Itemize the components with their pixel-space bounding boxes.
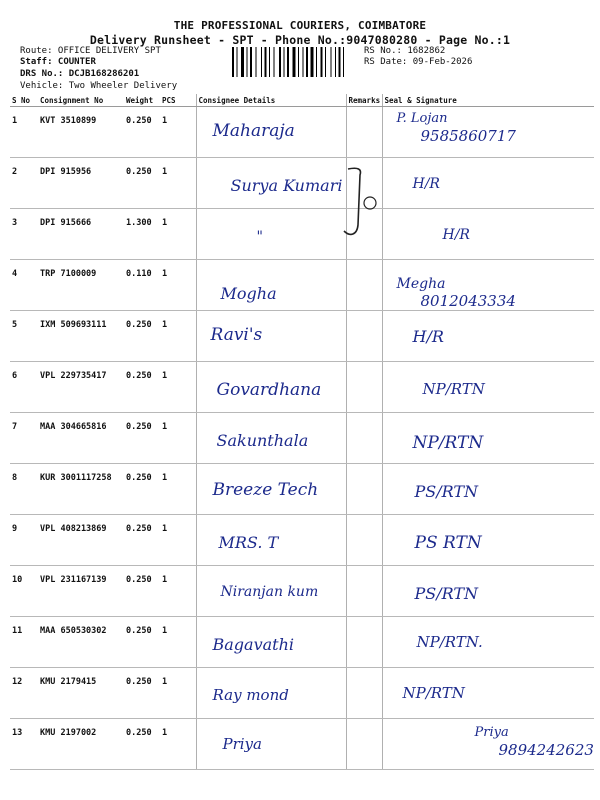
consignee-handwriting: Ravi's: [210, 325, 263, 345]
cell-signature: [382, 209, 594, 260]
cell-weight: 0.250: [124, 719, 160, 770]
rs-date: RS Date: 09-Feb-2026: [364, 57, 473, 67]
consignee-handwriting: MRS. T: [218, 533, 279, 552]
cell-remarks: [346, 719, 382, 770]
cell-signature: [382, 362, 594, 413]
consignee-handwriting: Govardhana: [216, 380, 322, 400]
cell-pcs: 1: [160, 260, 196, 311]
consignee-handwriting: Sakunthala: [216, 431, 309, 450]
cell-consignment: KVT 3510899: [38, 107, 124, 158]
cell-pcs: 1: [160, 719, 196, 770]
signature-handwriting: Megha: [396, 276, 446, 292]
table-row: [10, 617, 594, 668]
cell-weight: 0.110: [124, 260, 160, 311]
table-row: [10, 209, 594, 260]
signature-handwriting: NP/RTN.: [416, 633, 483, 651]
cell-consignee: [196, 362, 346, 413]
cell-remarks: [346, 107, 382, 158]
col-consignee: Consignee Details: [196, 94, 346, 107]
signature-handwriting: NP/RTN: [422, 380, 485, 398]
cell-signature: [382, 566, 594, 617]
cell-consignee: [196, 668, 346, 719]
consignee-handwriting: Maharaja: [212, 121, 295, 141]
col-signature: Seal & Signature: [382, 94, 594, 107]
cell-consignment: MAA 650530302: [38, 617, 124, 668]
cell-consignment: DPI 915666: [38, 209, 124, 260]
cell-signature: [382, 413, 594, 464]
runsheet-title: Delivery Runsheet - SPT - Phone No.:9047080280 - Page No.:1: [89, 33, 511, 47]
col-weight: Weight: [124, 94, 160, 107]
cell-consignee: [196, 158, 346, 209]
cell-weight: 0.250: [124, 107, 160, 158]
cell-signature: [382, 260, 594, 311]
signature-handwriting: P. Lojan: [396, 111, 448, 126]
cell-remarks: [346, 617, 382, 668]
cell-consignment: KMU 2179415: [38, 668, 124, 719]
barcode-icon: [232, 47, 360, 77]
cell-sno: 3: [10, 209, 38, 260]
table-row: [10, 107, 594, 158]
cell-pcs: 1: [160, 158, 196, 209]
cell-weight: 0.250: [124, 311, 160, 362]
cell-remarks: [346, 362, 382, 413]
cell-sno: 2: [10, 158, 38, 209]
cell-pcs: 1: [160, 668, 196, 719]
cell-consignment: VPL 408213869: [38, 515, 124, 566]
table-header-row: [10, 94, 594, 107]
table-row: [10, 311, 594, 362]
table-row: [10, 158, 594, 209]
cell-sno: 9: [10, 515, 38, 566]
cell-pcs: 1: [160, 413, 196, 464]
consignee-handwriting: Niranjan kum: [220, 584, 319, 600]
cell-sno: 5: [10, 311, 38, 362]
consignee-handwriting: Breeze Tech: [212, 480, 319, 500]
cell-remarks: [346, 668, 382, 719]
table-row: [10, 515, 594, 566]
signature-handwriting: NP/RTN: [412, 433, 484, 453]
cell-remarks: [346, 515, 382, 566]
cell-consignee: [196, 566, 346, 617]
cell-consignee: [196, 413, 346, 464]
cell-weight: 0.250: [124, 464, 160, 515]
delivery-table: [10, 94, 594, 770]
cell-remarks: [346, 260, 382, 311]
cell-signature: [382, 515, 594, 566]
rs-number: RS No.: 1682862: [364, 46, 446, 56]
cell-consignee: [196, 464, 346, 515]
cell-sno: 13: [10, 719, 38, 770]
company-name: THE PROFESSIONAL COURIERS, COIMBATORE: [173, 19, 427, 32]
cell-signature: [382, 158, 594, 209]
cell-consignee: [196, 209, 346, 260]
vehicle-label: Vehicle: Two Wheeler Delivery: [20, 81, 178, 91]
signature-handwriting: PS/RTN: [414, 482, 479, 501]
cell-sno: 4: [10, 260, 38, 311]
cell-signature: [382, 311, 594, 362]
cell-pcs: 1: [160, 209, 196, 260]
cell-sno: 8: [10, 464, 38, 515]
cell-pcs: 1: [160, 515, 196, 566]
consignee-handwriting: Priya: [222, 735, 262, 753]
cell-signature: [382, 107, 594, 158]
signature-handwriting: NP/RTN: [402, 684, 465, 702]
cell-weight: 0.250: [124, 617, 160, 668]
consignee-handwriting: Bagavathi: [212, 635, 295, 654]
cell-remarks: [346, 464, 382, 515]
cell-consignment: VPL 231167139: [38, 566, 124, 617]
table-row: [10, 566, 594, 617]
cell-pcs: 1: [160, 617, 196, 668]
cell-weight: 0.250: [124, 668, 160, 719]
drs-number: DRS No.: DCJB168286201: [20, 69, 140, 79]
table-row: [10, 719, 594, 770]
cell-consignment: MAA 304665816: [38, 413, 124, 464]
cell-pcs: 1: [160, 566, 196, 617]
cell-remarks: [346, 311, 382, 362]
table-row: [10, 668, 594, 719]
consignee-handwriting: ": [256, 229, 263, 245]
consignee-handwriting: Mogha: [220, 284, 277, 303]
cell-consignee: [196, 719, 346, 770]
cell-consignment: TRP 7100009: [38, 260, 124, 311]
signature-handwriting: H/R: [442, 227, 470, 243]
consignee-handwriting: Surya Kumari: [230, 176, 343, 195]
cell-weight: 0.250: [124, 362, 160, 413]
signature-handwriting: PS RTN: [414, 533, 482, 553]
table-row: [10, 362, 594, 413]
phone-handwriting: 9894242623: [498, 741, 594, 759]
cell-weight: 0.250: [124, 566, 160, 617]
col-consignment: Consignment No: [38, 94, 124, 107]
cell-consignee: [196, 515, 346, 566]
cell-weight: 0.250: [124, 158, 160, 209]
signature-handwriting: H/R: [412, 176, 440, 192]
cell-sno: 6: [10, 362, 38, 413]
phone-handwriting: 8012043334: [420, 292, 516, 310]
table-row: [10, 413, 594, 464]
cell-consignee: [196, 617, 346, 668]
cell-signature: [382, 719, 594, 770]
cell-consignment: DPI 915956: [38, 158, 124, 209]
cell-sno: 7: [10, 413, 38, 464]
cell-sno: 11: [10, 617, 38, 668]
cell-consignment: IXM 509693111: [38, 311, 124, 362]
cell-sno: 12: [10, 668, 38, 719]
cell-remarks: [346, 566, 382, 617]
signature-handwriting: Priya: [474, 725, 509, 740]
table-row: [10, 464, 594, 515]
cell-remarks: [346, 413, 382, 464]
cell-signature: [382, 464, 594, 515]
cell-sno: 10: [10, 566, 38, 617]
consignee-handwriting: Ray mond: [212, 686, 289, 704]
cell-signature: [382, 668, 594, 719]
cell-consignment: KMU 2197002: [38, 719, 124, 770]
table-row: [10, 260, 594, 311]
cell-sno: 1: [10, 107, 38, 158]
cell-weight: 0.250: [124, 515, 160, 566]
phone-handwriting: 9585860717: [420, 127, 516, 145]
col-pcs: PCS: [160, 94, 196, 107]
cell-consignee: [196, 311, 346, 362]
cell-pcs: 1: [160, 107, 196, 158]
cell-consignee: [196, 260, 346, 311]
col-remarks: Remarks: [346, 94, 382, 107]
bracket-mark-icon: [340, 165, 380, 240]
cell-pcs: 1: [160, 311, 196, 362]
cell-consignment: VPL 229735417: [38, 362, 124, 413]
cell-pcs: 1: [160, 464, 196, 515]
route-label: Route: OFFICE DELIVERY SPT: [20, 46, 161, 56]
cell-consignment: KUR 3001117258: [38, 464, 124, 515]
signature-handwriting: H/R: [412, 327, 444, 346]
cell-pcs: 1: [160, 362, 196, 413]
cell-consignee: [196, 107, 346, 158]
cell-weight: 1.300: [124, 209, 160, 260]
col-sno: S No: [10, 94, 38, 107]
staff-label: Staff: COUNTER: [20, 57, 96, 67]
signature-handwriting: PS/RTN: [414, 584, 479, 603]
cell-signature: [382, 617, 594, 668]
cell-weight: 0.250: [124, 413, 160, 464]
